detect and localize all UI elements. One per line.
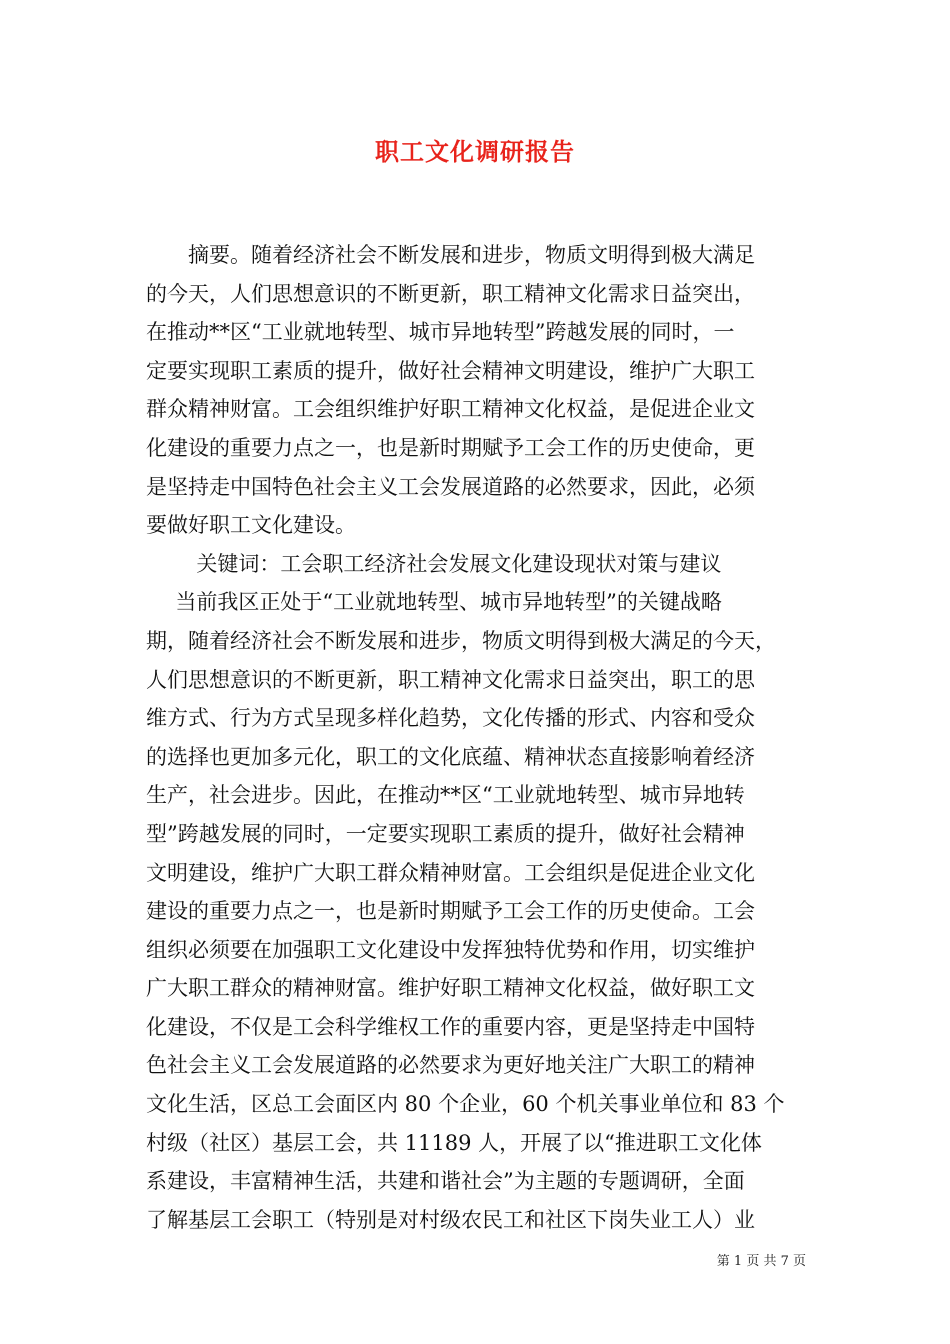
text-line: 文明建设，维护广大职工群众精神财富。工会组织是促进企业文化 <box>146 860 755 885</box>
text-line: 广大职工群众的精神财富。维护好职工精神文化权益，做好职工文 <box>146 976 755 1001</box>
page-number: 第 1 页 共 7 页 <box>716 1254 806 1269</box>
text-line: 关键词：工会职工经济社会发展文化建设现状对策与建议 <box>196 551 722 576</box>
text-line: 的选择也更加多元化，职工的文化底蕴、精神状态直接影响着经济 <box>146 744 755 769</box>
text-line: 了解基层工会职工（特别是对村级农民工和社区下岗失业工人）业 <box>146 1207 755 1232</box>
text-line: 建设的重要力点之一，也是新时期赋予工会工作的历史使命。工会 <box>146 899 755 924</box>
text-line: 化建设，不仅是工会科学维权工作的重要内容，更是坚持走中国特 <box>146 1014 755 1039</box>
text-line: 群众精神财富。工会组织维护好职工精神文化权益，是促进企业文 <box>146 397 755 422</box>
text-line: 系建设，丰富精神生活，共建和谐社会”为主题的专题调研，全面 <box>146 1169 745 1194</box>
document-body <box>146 236 812 1239</box>
document-title: 职工文化调研报告 <box>375 137 575 166</box>
text-line: 人们思想意识的不断更新，职工精神文化需求日益突出，职工的思 <box>146 667 755 692</box>
text-line: 型”跨越发展的同时，一定要实现职工素质的提升，做好社会精神 <box>146 821 745 846</box>
text-line: 当前我区正处于“工业就地转型、城市异地转型”的关键战略 <box>175 590 722 615</box>
text-line: 是坚持走中国特色社会主义工会发展道路的必然要求，因此，必须 <box>146 474 755 499</box>
text-line: 期，随着经济社会不断发展和进步，物质文明得到极大满足的今天， <box>146 628 776 653</box>
text-line: 生产，社会进步。因此，在推动**区“工业就地转型、城市异地转 <box>146 783 745 808</box>
text-line: 化建设的重要力点之一，也是新时期赋予工会工作的历史使命，更 <box>146 435 755 460</box>
text-line: 的今天，人们思想意识的不断更新，职工精神文化需求日益突出， <box>146 281 755 306</box>
text-line: 文化生活，区总工会面区内 80 个企业，60 个机关事业单位和 83 个 <box>146 1092 785 1117</box>
text-line: 在推动**区“工业就地转型、城市异地转型”跨越发展的同时，一 <box>146 320 735 345</box>
text-line: 村级（社区）基层工会，共 11189 人，开展了以“推进职工文化体 <box>146 1130 762 1155</box>
text-line: 色社会主义工会发展道路的必然要求为更好地关注广大职工的精神 <box>146 1053 755 1078</box>
text-line: 组织必须要在加强职工文化建设中发挥独特优势和作用，切实维护 <box>146 937 755 962</box>
text-line: 维方式、行为方式呈现多样化趋势，文化传播的形式、内容和受众 <box>146 706 755 731</box>
text-line: 摘要。随着经济社会不断发展和进步，物质文明得到极大满足 <box>188 243 755 267</box>
text-line: 定要实现职工素质的提升，做好社会精神文明建设，维护广大职工 <box>146 358 755 383</box>
text-line: 要做好职工文化建设。 <box>146 513 356 538</box>
